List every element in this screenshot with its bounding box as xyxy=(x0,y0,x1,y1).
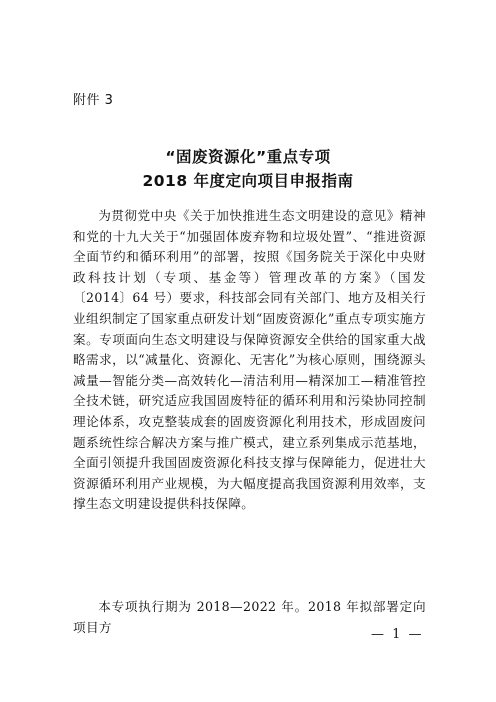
body-paragraph-1: 为贯彻党中央《关于加快推进生态文明建设的意见》精神和党的十九大关于“加强固体废弃物和垃圾处置”、“推进资源全面节约和循环利用”的部署，按照《国务院关于深化中央财政科技计划（专项、基金等）管理改革的方案》（国发〔2014〕64 号）要求，科技部会同有关部门、地方及相关行业组织制定了国家重点研发计划“固废资源化”重点专项实施方案。专项面向生态文明建设与保障资源安全供给的国家重大战略需求，以“减量化、资源化、无害化”为核心原则，围绕源头减量—智能分类—高效转化—清洁利用—精深加工—精准管控全技术链，研究适应我国固废特征的循环利用和污染协同控制理论体系，攻克整装成套的固废资源化利用技术，形成固废问题系统性综合解决方案与推广模式，建立系列集成示范基地，全面引领提升我国固废资源化科技支撑与保障能力，促进壮大资源循环利用产业规模，为大幅度提高我国资源利用效率，支撑生态文明建设提供科技保障。 xyxy=(73,208,426,512)
body-paragraph-2: 本专项执行期为 2018—2022 年。2018 年拟部署定向项目方 xyxy=(73,599,426,635)
document-title-line-1: “固废资源化”重点专项 xyxy=(165,148,331,166)
document-title-line-2: 2018 年度定向项目申报指南 xyxy=(142,172,354,190)
attachment-label: 附件 3 xyxy=(73,93,114,108)
page-number: — 1 — xyxy=(371,627,424,642)
